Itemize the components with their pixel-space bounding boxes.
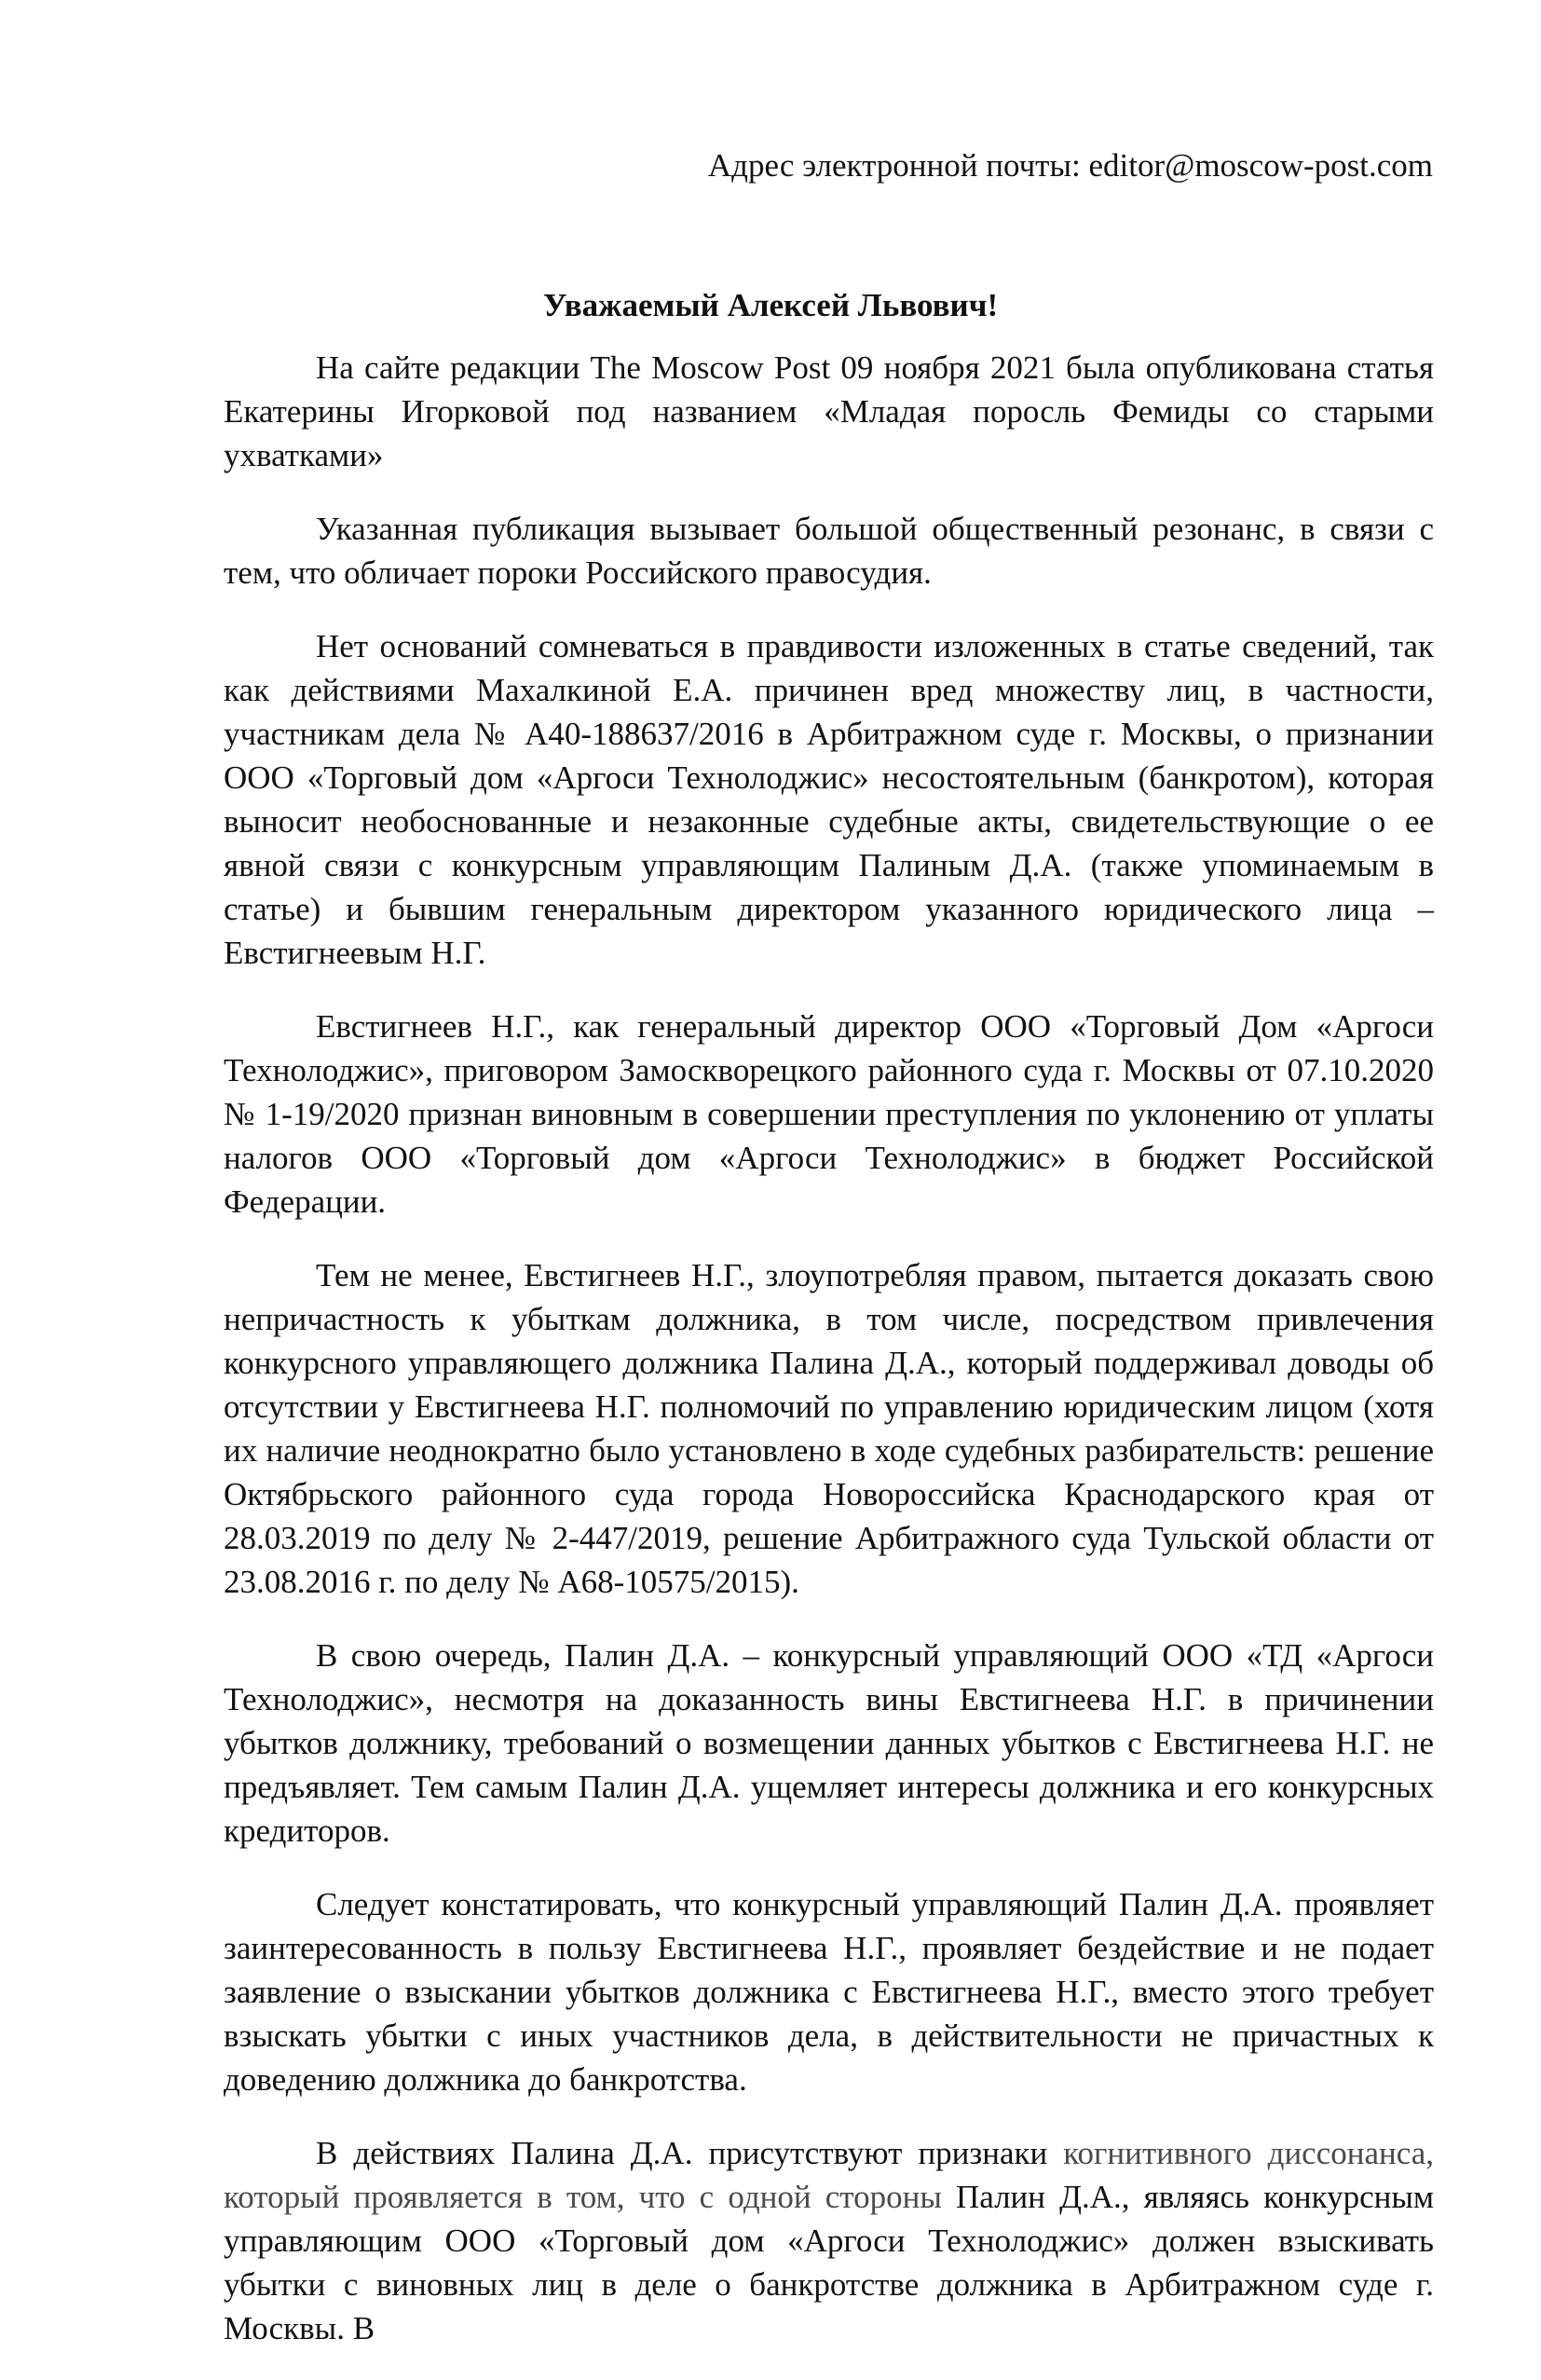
- paragraph-resonance: Указанная публикация вызывает большой общественный резонанс, в связи с тем, что обличает пороки Российского правосудия.: [224, 511, 1434, 591]
- paragraph-evstigneev-verdict: Евстигнеев Н.Г., как генеральный директор ООО «Торговый Дом «Аргоси Технолоджис», приговором Замоскворецкого районного суда г. Москвы от 07.10.2020 № 1-19/2020 признан виновным в совершении преступления по уклонению от уплаты налогов ООО «Торговый дом «Аргоси Технолоджис» в бюджет Российской Федерации.: [224, 1008, 1434, 1220]
- paragraph-no-grounds: Нет оснований сомневаться в правдивости изложенных в статье сведений, так как действиями Махалкиной Е.А. причинен вред множеству лиц, в частности, участникам дела № А40-188637/2016 в Арбитражном суде г. Москвы, о признании ООО «Торговый дом «Аргоси Технолоджис» несостоятельным (банкротом), которая выносит необоснованные и незаконные судебные акты, свидетельствующие о ее явной связи с конкурсным управляющим Палиным Д.А. (также упоминаемым в статье) и бывшим генеральным директором указанного юридического лица – Евстигнеевым Н.Г.: [224, 628, 1434, 971]
- paragraph-publication: На сайте редакции The Moscow Post 09 ноября 2021 была опубликована статья Екатерины Игорковой под названием «Младая поросль Фемиды со старыми ухватками»: [224, 349, 1434, 473]
- salutation-heading: Уважаемый Алексей Львович!: [542, 287, 999, 323]
- paragraph-segment: В действиях Палина Д.А. присутствуют признаки: [316, 2135, 1064, 2171]
- paragraph-cognitive-dissonance: [224, 2131, 1434, 2350]
- paragraph-palin-manager: В свою очередь, Палин Д.А. – конкурсный управляющий ООО «ТД «Аргоси Технолоджис», несмотря на доказанность вины Евстигнеева Н.Г. в причинении убытков должнику, требований о возмещении данных убытков с Евстигнеева Н.Г. не предъявляет. Тем самым Палин Д.А. ущемляет интересы должника и его конкурсных кредиторов.: [224, 1637, 1434, 1849]
- paragraph-abuse-of-right: Тем не менее, Евстигнеев Н.Г., злоупотребляя правом, пытается доказать свою непричастность к убыткам должника, в том числе, посредством привлечения конкурсного управляющего должника Палина Д.А., который поддерживал доводы об отсутствии у Евстигнеева Н.Г. полномочий по управлению юридическим лицом (хотя их наличие неоднократно было установлено в ходе судебных разбирательств: решение Октябрьского районного суда города Новороссийска Краснодарского края от 28.03.2019 по делу № 2-447/2019, решение Арбитражного суда Тульской области от 23.08.2016 г. по делу № А68-10575/2015).: [224, 1257, 1434, 1600]
- paragraph-conclusion: Следует констатировать, что конкурсный управляющий Палин Д.А. проявляет заинтересованность в пользу Евстигнеева Н.Г., проявляет бездействие и не подает заявление о взыскании убытков должника с Евстигнеева Н.Г., вместо этого требует взыскать убытки с иных участников дела, в действительности не причастных к доведению должника до банкротства.: [224, 1886, 1434, 2098]
- paragraph-segment: Палин Д.А., являясь конкурсным управляющим ООО «Торговый дом «Аргоси Технолоджис» должен взыскивать убытки с виновных лиц в деле о банкротстве должника в Арбитражном суде г. Москвы. В: [224, 2179, 1435, 2346]
- email-address-line: Адрес электронной почты: editor@moscow-post.com: [707, 147, 1433, 184]
- paragraph-segment-highlighted: когнитивного диссонанса, который проявляется в том, что с одной стороны: [224, 2135, 1434, 2215]
- letter-body: [224, 346, 1434, 2380]
